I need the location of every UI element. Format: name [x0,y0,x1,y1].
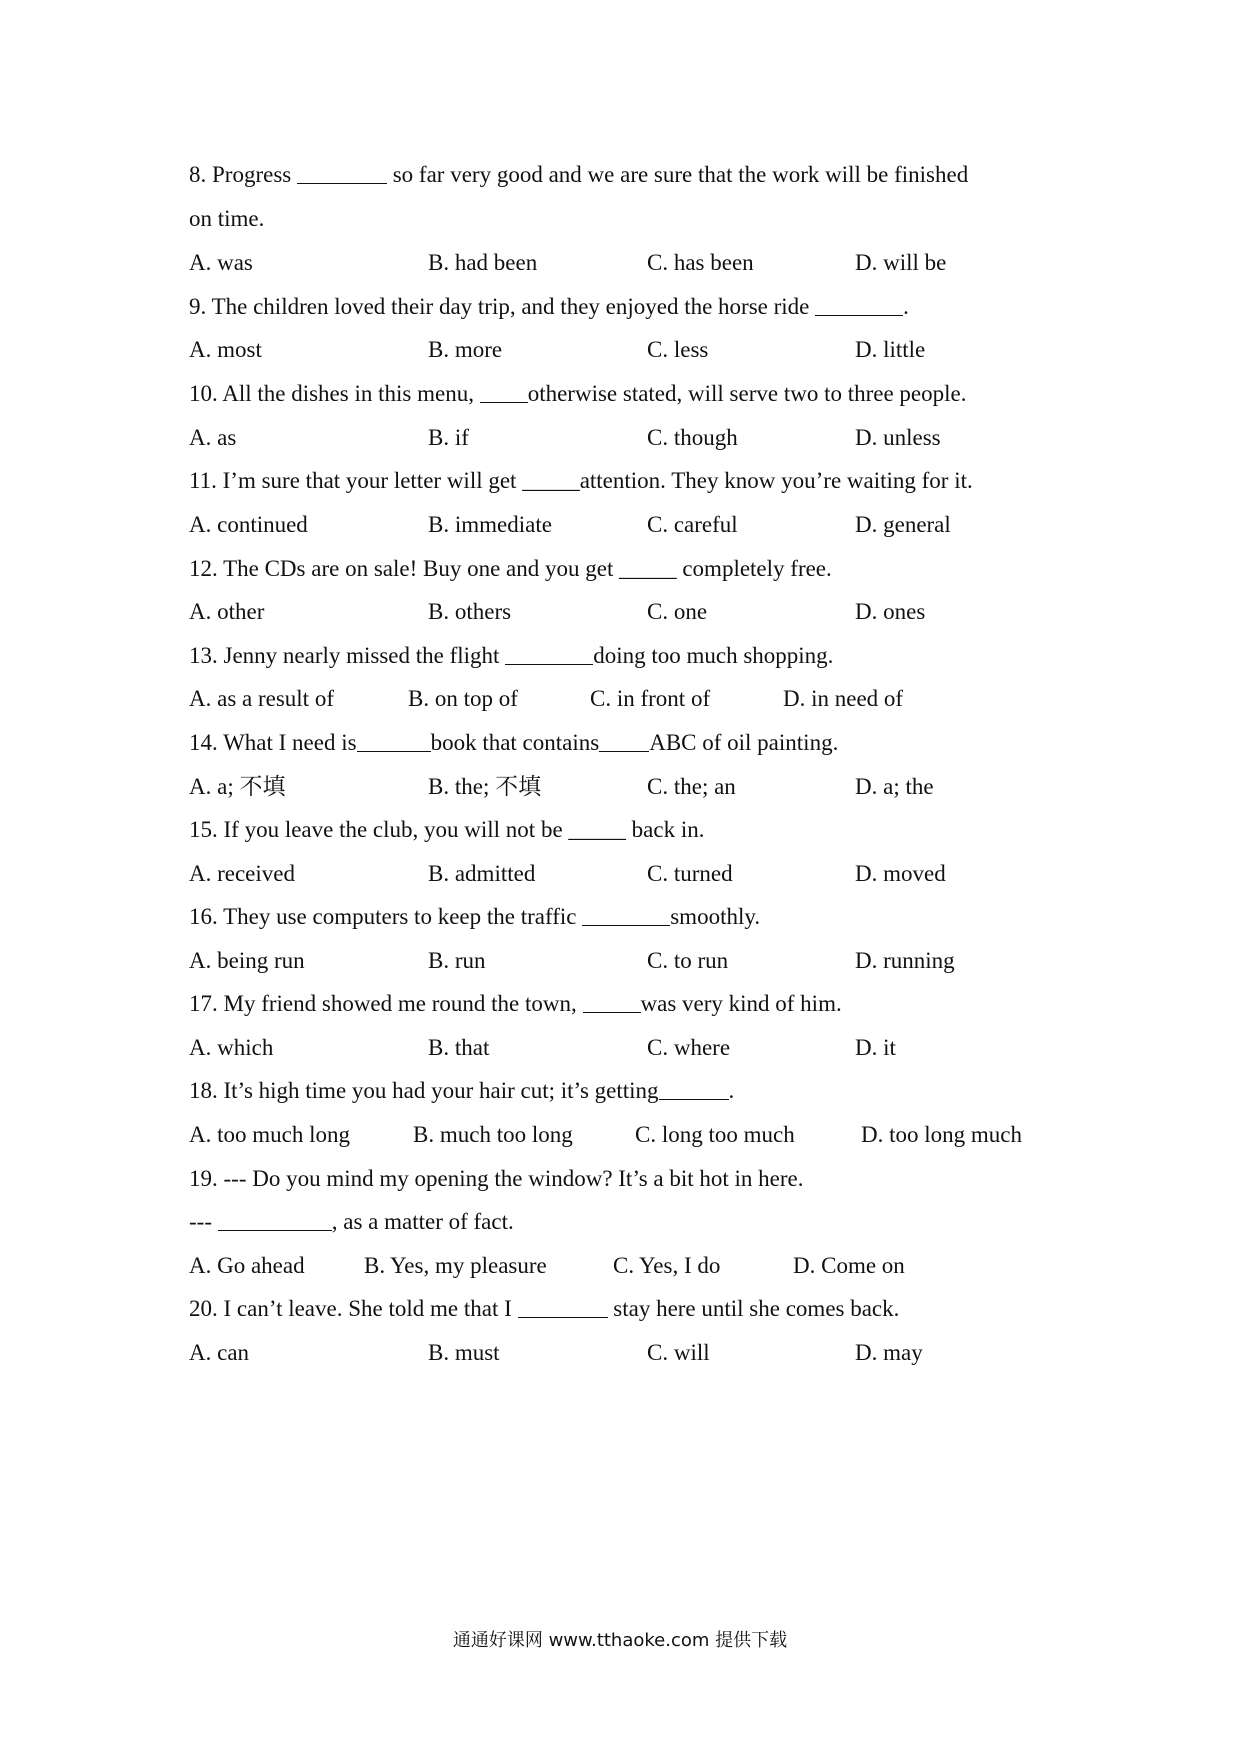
answer-blank [815,295,903,316]
answer-blank [518,1297,608,1318]
answer-blank [505,644,593,665]
option-d: D. unless [855,425,941,450]
answer-blank [218,1210,332,1231]
option-a: A. as [189,425,237,450]
option-c: C. in front of [590,686,711,711]
option-c: C. turned [647,861,733,886]
option-c: C. less [647,337,709,362]
option-c: C. the; an [647,774,736,799]
question-18: 18. It’s high time you had your hair cut; it’s getting . [189,1078,735,1103]
option-a: A. was [189,250,253,275]
option-a: A. other [189,599,265,624]
option-a: A. a; 不填 [189,774,286,799]
option-c: C. Yes, I do [613,1253,721,1278]
option-c: C. long too much [635,1122,795,1147]
option-a: A. being run [189,948,305,973]
question-19-reply: --- , as a matter of fact. [189,1209,514,1234]
option-d: D. it [855,1035,896,1060]
option-b: B. immediate [428,512,552,537]
option-d: D. running [855,948,955,973]
question-11: 11. I’m sure that your letter will get _____attention. They know you’re waiting for it. [189,468,973,493]
option-b: B. Yes, my pleasure [364,1253,547,1278]
option-d: D. Come on [793,1253,905,1278]
option-d: D. too long much [861,1122,1022,1147]
option-a: A. most [189,337,262,362]
question-8: 8. Progress so far very good and we are sure that the work will be finished [189,162,969,187]
option-c: C. one [647,599,708,624]
option-c: C. careful [647,512,738,537]
option-b: B. others [428,599,512,624]
answer-blank [480,382,528,403]
option-d: D. in need of [783,686,904,711]
option-b: B. on top of [408,686,518,711]
option-c: C. has been [647,250,754,275]
answer-blank [583,992,641,1013]
option-b: B. run [428,948,486,973]
answer-blank [659,1079,729,1100]
question-14: 14. What I need is book that contains ABC of oil painting. [189,730,839,755]
question-16: 16. They use computers to keep the traffic smoothly. [189,904,761,929]
option-c: C. to run [647,948,729,973]
option-d: D. a; the [855,774,934,799]
option-b: B. if [428,425,469,450]
question-20: 20. I can’t leave. She told me that I stay here until she comes back. [189,1296,900,1321]
option-d: D. little [855,337,926,362]
option-b: B. admitted [428,861,536,886]
question-17: 17. My friend showed me round the town, was very kind of him. [189,991,842,1016]
question-10: 10. All the dishes in this menu, otherwise stated, will serve two to three people. [189,381,967,406]
question-9: 9. The children loved their day trip, and they enjoyed the horse ride . [189,294,909,319]
question-15: 15. If you leave the club, you will not be _____ back in. [189,817,705,842]
option-a: A. too much long [189,1122,350,1147]
option-d: D. ones [855,599,926,624]
option-d: D. may [855,1340,923,1365]
option-c: C. where [647,1035,731,1060]
option-a: A. Go ahead [189,1253,305,1278]
answer-blank [582,905,670,926]
option-a: A. received [189,861,295,886]
option-b: B. more [428,337,503,362]
option-c: C. though [647,425,738,450]
option-a: A. can [189,1340,250,1365]
option-d: D. general [855,512,951,537]
option-a: A. as a result of [189,686,334,711]
question-8-continuation: on time. [189,206,265,231]
option-c: C. will [647,1340,710,1365]
option-b: B. must [428,1340,500,1365]
answer-blank [297,163,387,184]
option-b: B. much too long [413,1122,573,1147]
option-b: B. the; 不填 [428,774,542,799]
question-12: 12. The CDs are on sale! Buy one and you get _____ completely free. [189,556,832,581]
option-d: D. moved [855,861,946,886]
option-d: D. will be [855,250,947,275]
page-footer: 通通好课网 www.tthaoke.com 提供下载 [452,1630,788,1651]
option-b: B. had been [428,250,538,275]
option-b: B. that [428,1035,490,1060]
answer-blank [599,731,649,752]
question-13: 13. Jenny nearly missed the flight doing too much shopping. [189,643,834,668]
option-a: A. which [189,1035,274,1060]
question-19: 19. --- Do you mind my opening the window? It’s a bit hot in here. [189,1166,804,1191]
option-a: A. continued [189,512,308,537]
answer-blank [357,731,431,752]
